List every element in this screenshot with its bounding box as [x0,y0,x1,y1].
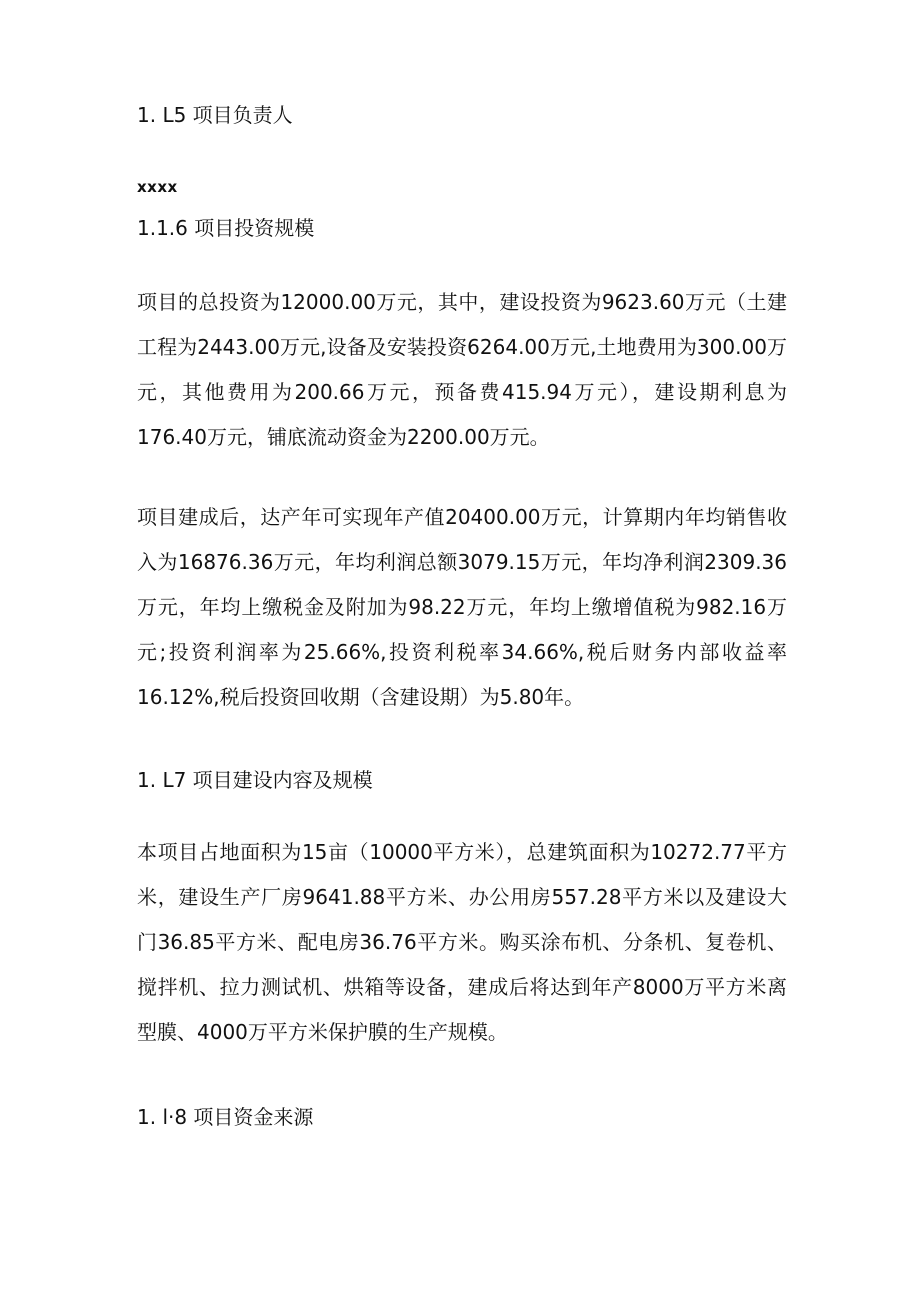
section-heading-funding-source: 1. l·8 项目资金来源 [137,1105,314,1129]
section-heading-investment-scale: 1.1.6 项目投资规模 [137,216,315,240]
paragraph-total-investment: 项目的总投资为12000.00万元，其中，建设投资为9623.60万元（土建工程为2443.00万元,设备及安装投资6264.00万元,土地费用为300.00万元，其他费用为200.66万元，预备费415.94万元），建设期利息为176.40万元，铺底流动资金为2200.00万元。 [137,290,787,449]
section-heading-construction-content: 1. L7 项目建设内容及规模 [137,768,373,792]
section-heading-project-leader: 1. L5 项目负责人 [137,103,293,127]
paragraph-revenue-profit: 项目建成后，达产年可实现年产值20400.00万元，计算期内年均销售收入为16876.36万元，年均利润总额3079.15万元，年均净利润2309.36万元，年均上缴税金及附加为98.22万元，年均上缴增值税为982.16万元;投资利润率为25.66%,投资利税率34.66%,税后财务内部收益率16.12%,税后投资回收期（含建设期）为5.80年。 [137,505,787,709]
project-leader-name: xxxx [137,178,178,196]
paragraph-construction-content: 本项目占地面积为15亩（10000平方米），总建筑面积为10272.77平方米，建设生产厂房9641.88平方米、办公用房557.28平方米以及建设大门36.85平方米、配电房36.76平方米。购买涂布机、分条机、复卷机、搅拌机、拉力测试机、烘箱等设备，建成后将达到年产8000万平方米离型膜、4000万平方米保护膜的生产规模。 [137,840,787,1044]
